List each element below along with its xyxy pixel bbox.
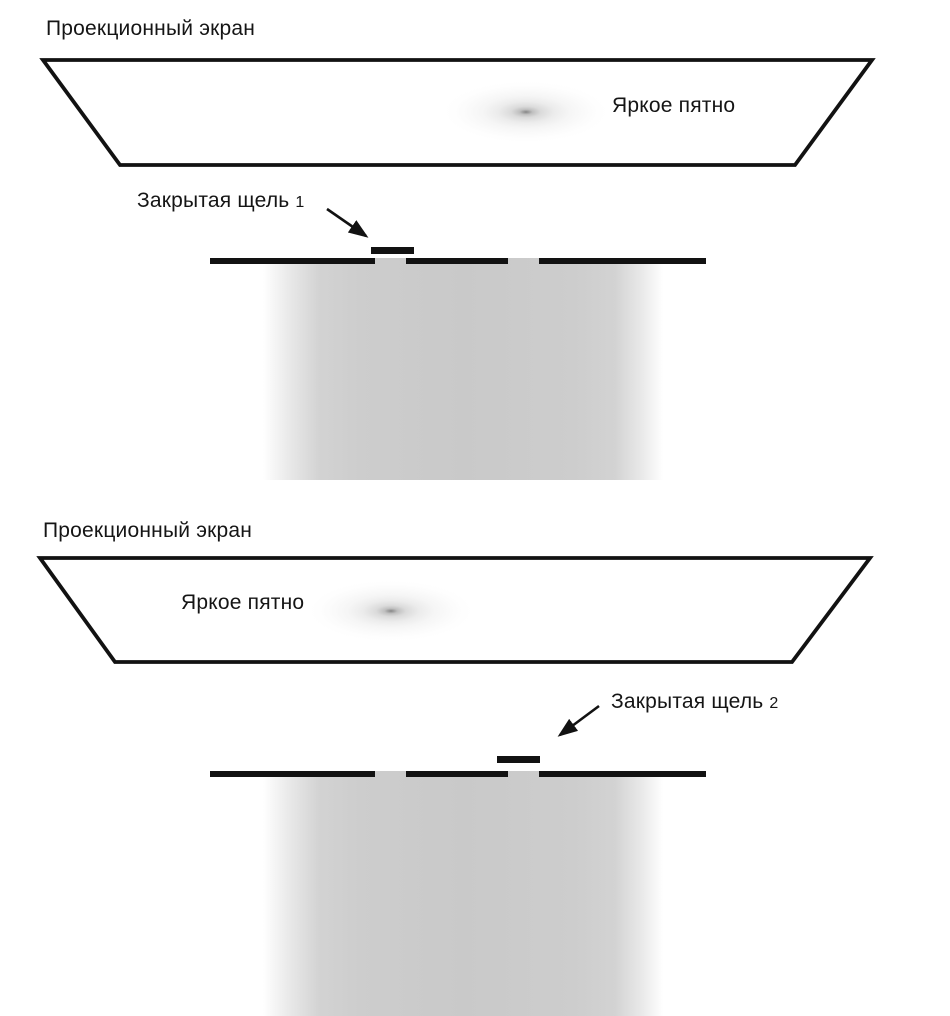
closed-slit-label [137, 190, 305, 214]
closed-slit-number: 2 [769, 695, 779, 712]
bright-spot [308, 580, 474, 642]
light-beam [263, 258, 663, 480]
bright-spot-label: Яркое пятно [612, 94, 736, 117]
bright-spot-label: Яркое пятно [181, 591, 305, 614]
closed-slit-number: 1 [295, 194, 305, 211]
slit2-cover-bar [497, 756, 540, 763]
closed-slit-label [611, 691, 779, 715]
projection-screen-label: Проекционный экран [43, 519, 253, 542]
light-beam [263, 771, 663, 1016]
bright-spot [443, 81, 609, 143]
slit1-cover-bar [371, 247, 414, 254]
pointer-arrow-icon [560, 706, 599, 735]
closed-slit-label-text: Закрытая щель [611, 690, 764, 713]
pointer-arrow-icon [327, 209, 366, 236]
projection-screen-label: Проекционный экран [46, 17, 256, 40]
closed-slit-label-text: Закрытая щель [137, 189, 290, 212]
